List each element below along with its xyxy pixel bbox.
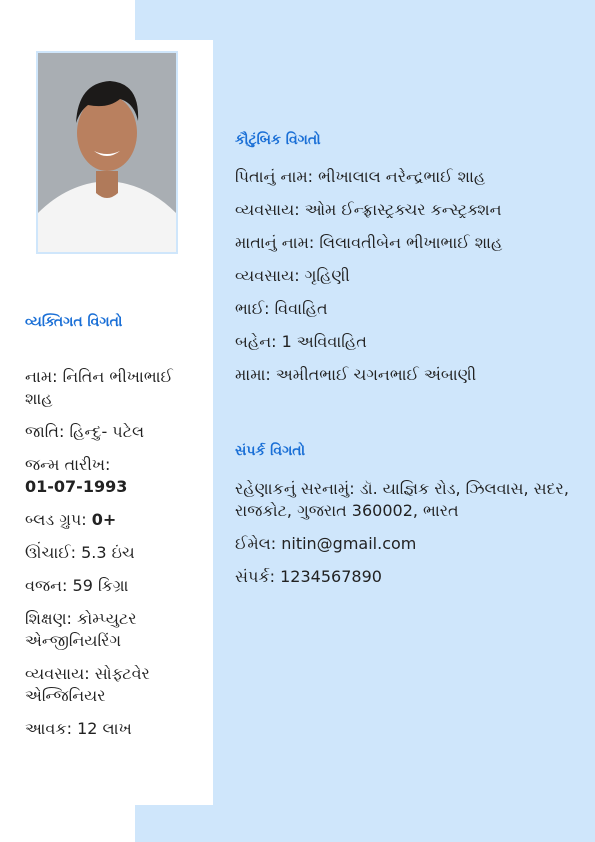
list-item: વ્યવસાય: ઓમ ઈન્ફ્રાસ્ટ્રક્ચર કન્સ્ટ્રક્શન <box>235 200 502 219</box>
list-item: શિક્ષણ: કોમ્પ્યુટર એન્જીનિયરિંગ <box>25 609 137 650</box>
list-item: બ્લડ ગ્રુપ: 0+ <box>25 510 117 529</box>
list-item: નામ: નિતિન ભીખાભાઈ શાહ <box>25 367 173 408</box>
list-item: માતાનું નામ: લિલાવતીબેન ભીખાભાઈ શાહ <box>235 233 503 252</box>
personal-details-heading: વ્યક્તિગત વિગતો <box>25 314 123 330</box>
contact-details-list <box>235 478 575 599</box>
family-details-heading: કૌટુંબિક વિગતો <box>235 132 321 148</box>
family-details-list <box>235 166 575 397</box>
list-item: જાતિ: હિન્દુ- પટેલ <box>25 422 145 441</box>
profile-photo <box>36 51 178 254</box>
list-item: વ્યવસાય: ગૃહિણી <box>235 266 350 285</box>
list-item: વ્યવસાય: સોફ્ટવેર એન્જિનિયર <box>25 664 150 705</box>
person-photo-icon <box>38 53 176 252</box>
list-item: ભાઈ: વિવાહિત <box>235 299 328 318</box>
list-item: પિતાનું નામ: ભીખાલાલ નરેન્દ્રભાઈ શાહ <box>235 167 486 186</box>
list-item: બહેન: 1 અવિવાહિત <box>235 332 367 351</box>
list-item: આવક: 12 લાખ <box>25 719 132 738</box>
contact-details-heading: સંપર્ક વિગતો <box>235 443 306 459</box>
list-item: મામા: અમીતભાઈ ચગનભાઈ અંબાણી <box>235 365 477 384</box>
list-item: વજન: 59 કિગ્રા <box>25 576 129 595</box>
list-item: ઊંચાઈ: 5.3 ઇંચ <box>25 543 135 562</box>
list-item: રહેણાકનું સરનામું: ડૉ. યાજ્ઞિક રોડ, ઝિલવાસ, સદર, રાજકોટ, ગુજરાત 360002, ભારત <box>235 479 569 520</box>
list-item: જન્મ તારીખ: 01-07-1993 <box>25 455 128 496</box>
list-item: સંપર્ક: 1234567890 <box>235 567 382 586</box>
personal-details-list <box>25 366 205 751</box>
list-item: ઈમેલ: nitin@gmail.com <box>235 534 417 553</box>
